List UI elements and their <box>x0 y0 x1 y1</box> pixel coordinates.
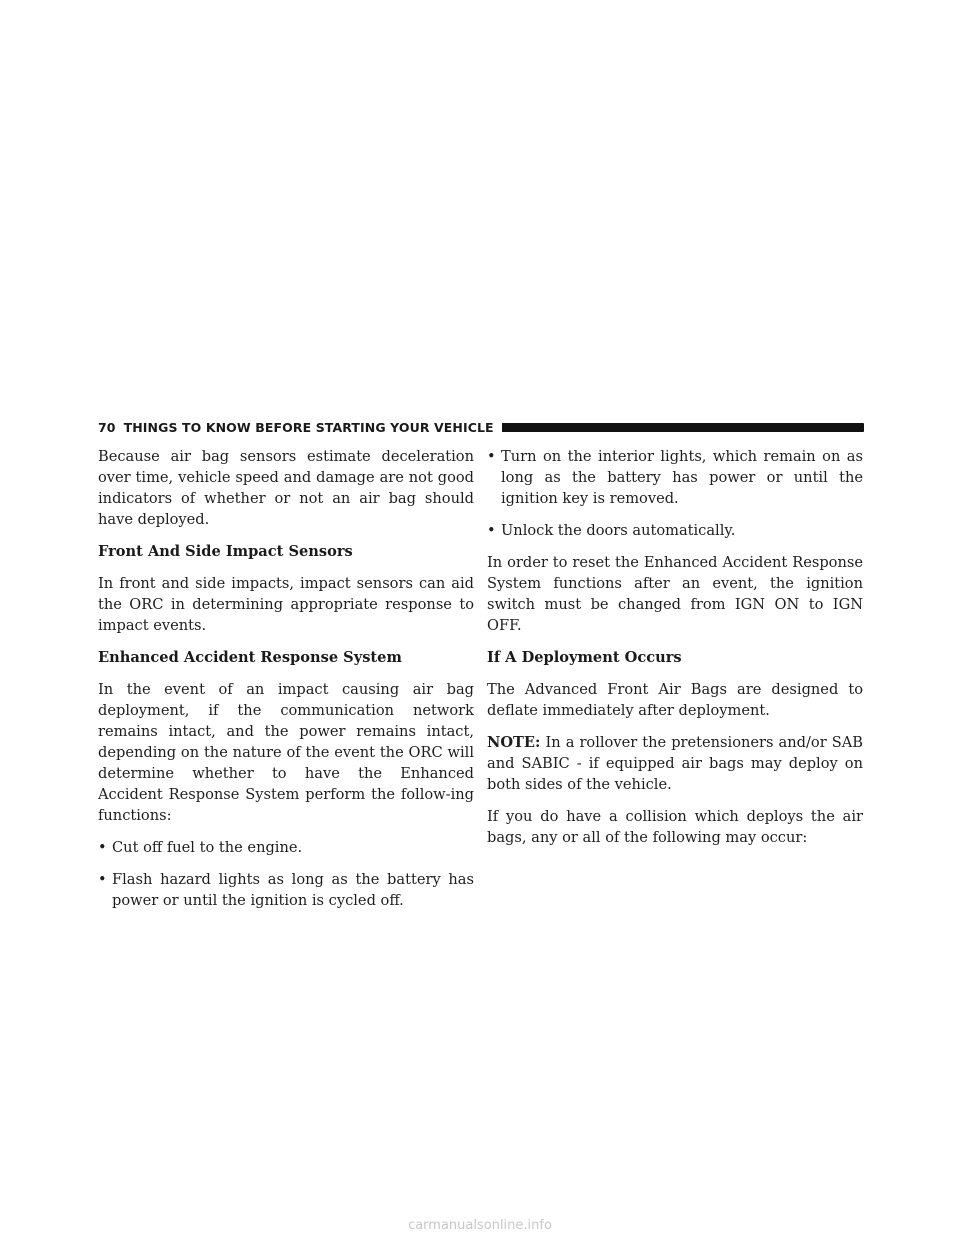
list-item <box>98 869 474 911</box>
list-item <box>487 520 863 541</box>
page-number: 70 <box>98 419 116 435</box>
header-rule <box>502 423 864 432</box>
heading-impact-sensors: Front And Side Impact Sensors <box>98 543 353 560</box>
ears-paragraph: In the event of an impact causing air bag deployment, if the communication network remains intact, and the power remains intact, depending on the nature of the event the ORC will determine whether to have the Enhanced Accident Response System perform the follow-ing functions: <box>98 681 474 824</box>
list-item-text: Turn on the interior lights, which remain on as long as the battery has power or until the ignition key is removed. <box>501 448 863 507</box>
intro-paragraph: Because air bag sensors estimate deceleration over time, vehicle speed and damage are not good indicators of whether or not an air bag should have deployed. <box>98 448 474 528</box>
left-column <box>98 446 474 911</box>
bullet-icon: • <box>487 522 496 539</box>
sensors-paragraph: In front and side impacts, impact sensors can aid the ORC in determining appropriate response to impact events. <box>98 575 474 634</box>
note-text: In a rollover the pretensioners and/or SAB and SABIC - if equipped air bags may deploy on both sides of the vehicle. <box>487 734 863 793</box>
heading-deployment-occurs: If A Deployment Occurs <box>487 649 682 666</box>
collision-paragraph: If you do have a collision which deploys the air bags, any or all of the following may occur: <box>487 808 863 846</box>
list-item-text: Flash hazard lights as long as the battery has power or until the ignition is cycled off. <box>112 871 474 909</box>
bullet-icon: • <box>98 839 107 856</box>
list-item-text: Unlock the doors automatically. <box>501 522 736 539</box>
right-column <box>487 446 863 848</box>
heading-enhanced-accident-response: Enhanced Accident Response System <box>98 649 402 666</box>
note-label: NOTE: <box>487 734 541 751</box>
watermark: carmanualsonline.info <box>408 1218 552 1233</box>
deploy-paragraph: The Advanced Front Air Bags are designed to deflate immediately after deployment. <box>487 681 863 719</box>
list-item <box>98 837 474 858</box>
list-item-text: Cut off fuel to the engine. <box>112 839 303 856</box>
note-paragraph <box>487 732 863 795</box>
reset-paragraph: In order to reset the Enhanced Accident Response System functions after an event, the ignition switch must be changed from IGN ON to IGN OFF. <box>487 554 863 634</box>
list-item <box>487 446 863 509</box>
section-title: THINGS TO KNOW BEFORE STARTING YOUR VEHICLE <box>123 419 494 435</box>
bullet-icon: • <box>487 448 496 465</box>
bullet-icon: • <box>98 871 107 888</box>
page-header <box>98 418 864 436</box>
